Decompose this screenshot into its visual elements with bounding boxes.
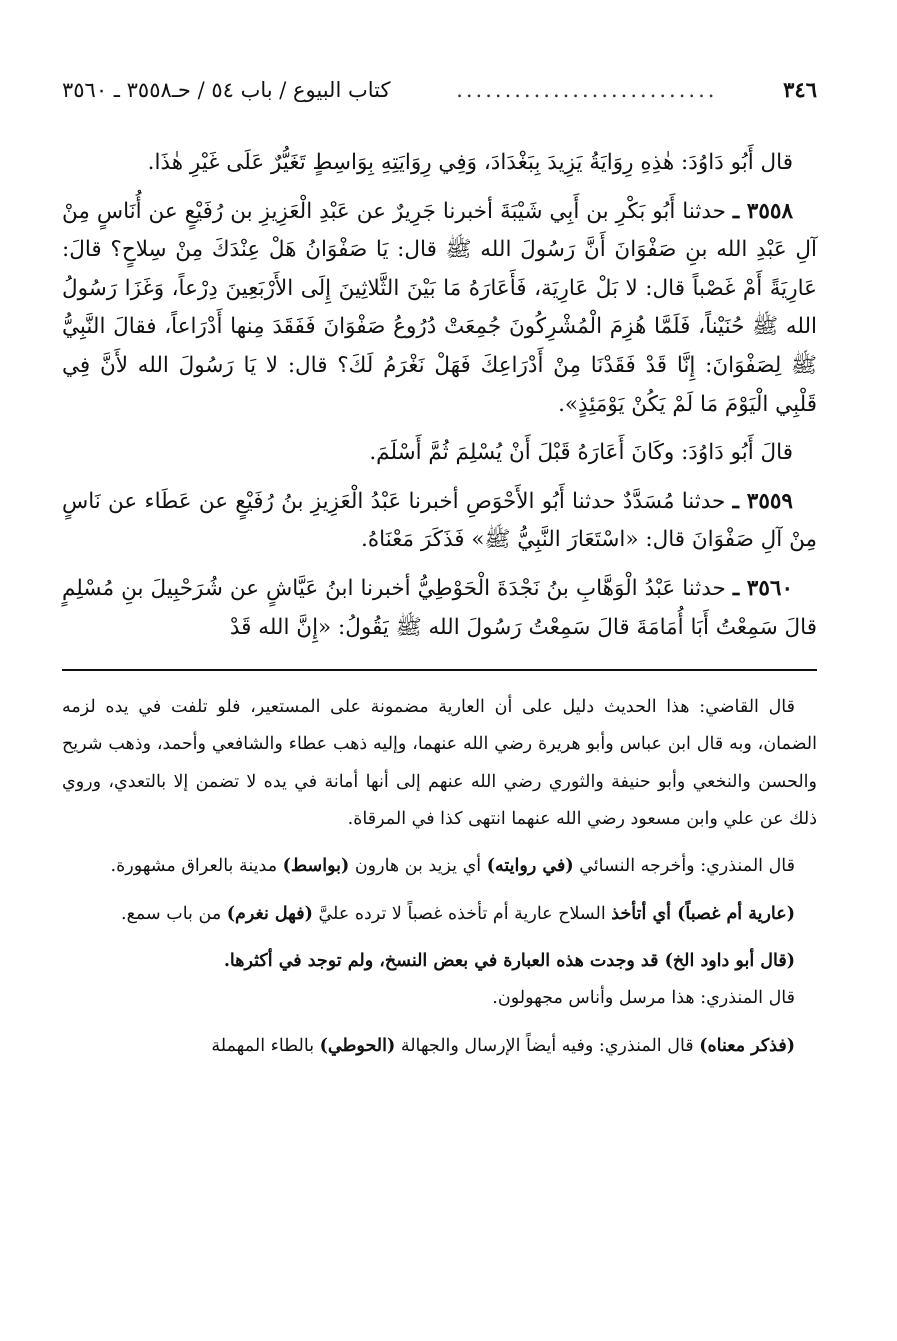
hadith-number: ٣٥٥٩ ـ xyxy=(732,488,793,514)
hadith-text: حدثنا عَبْدُ الْوَهَّابِ بنُ نَجْدَةَ الْحَوْطِيُّ أخبرنا ابنُ عَيَّاشٍ عن شُرَحْبِيلَ بنِ مُسْلِمٍ قالَ سَمِعْتُ أَبَا أُمَامَةَ قالَ سَمِعْتُ رَسُولَ الله ﷺ يَقُولُ: «إِنَّ الله قَدْ xyxy=(62,575,817,640)
hadith-number: ٣٥٥٨ ـ xyxy=(732,198,793,224)
footnote-divider xyxy=(62,669,817,671)
note-mundhiri-1 xyxy=(62,848,817,885)
hadith-text: حدثنا مُسَدَّدٌ حدثنا أَبُو الأَحْوَصِ أخبرنا عَبْدُ الْعَزِيزِ بنُ رُفَيْعٍ عن عَطَاء عن نَاسٍ مِنْ آلِ صَفْوَانَ قال: «اسْتَعَارَ النَّبِيُّ ﷺ» فَذَكَرَ مَعْنَاهُ. xyxy=(62,488,817,553)
abu-dawud-remark-2: قالَ أَبُو دَاوُدَ: وكَانَ أَعَارَهُ قَبْلَ أَنْ يُسْلِمَ ثُمَّ أَسْلَمَ. xyxy=(369,440,793,466)
note-keyword: (عارية أم غصباً) xyxy=(677,903,795,924)
note-text: أي يزيد بن هارون xyxy=(349,856,487,877)
note-text: السلاح عارية أم تأخذه غصباً لا ترده عليَّ xyxy=(312,903,612,924)
note-keyword: (فهل نغرم) xyxy=(226,903,313,924)
main-text xyxy=(62,144,817,647)
note-keyword: (الحوطي) xyxy=(319,1035,396,1056)
note-abu-dawud xyxy=(62,943,817,980)
note-keyword: (قال أبو داود الخ) xyxy=(664,950,795,971)
abu-dawud-remark-1: قال أَبُو دَاوُدَ: هٰذِهِ رِوَايَةُ يَزِيدَ بِبَغْدَادَ، وَفِي رِوَايَتِهِ بِوَاسِطٍ تَغَيُّرٌ عَلَى غَيْرِ هٰذَا. xyxy=(147,150,793,175)
hadith-3559 xyxy=(62,483,817,560)
note-mundhiri-2: قال المنذري: هذا مرسل وأناس مجهولون. xyxy=(492,988,795,1009)
hadith-text: حدثنا أَبُو بَكْرِ بن أَبِي شَيْبَةَ أخبرنا جَرِيرٌ عن عَبْدِ الْعَزِيزِ بن رُفَيْعٍ عن أُنَاسٍ مِنْ آلِ عَبْدِ الله بنِ صَفْوَانَ أَنَّ رَسُولَ الله ﷺ قال: يَا صَفْوَانُ هَلْ عِنْدَكَ مِنْ سِلاحٍ؟ قالَ: عَارِيَةً أَمْ غَصْباً قال: لا بَلْ عَارِيَة، فَأَعَارَهُ مَا بَيْنَ الثَّلاثِينَ إِلَى الأَرْبَعِينَ دِرْعاً، وَغَزَا رَسُولُ الله ﷺ حُنَيْناً، فَلَمَّا هُزِمَ الْمُشْرِكُونَ جُمِعَتْ دُرُوعُ صَفْوَانَ فَفَقَدَ مِنها أَدْرَاعاً، فقالَ النَّبِيُّ ﷺ لِصَفْوَانَ: إِنَّا قَدْ فَقَدْنَا مِنْ أَدْرَاعِكَ فَهَلْ نَغْرَمُ لَكَ؟ قال: لا يَا رَسُولَ الله لأَنَّ فِي قَلْبِي الْيَوْمَ مَا لَمْ يَكُنْ يَوْمَئِذٍ». xyxy=(62,198,817,417)
note-dhakara xyxy=(62,1028,817,1065)
note-qadi: قال القاضي: هذا الحديث دليل على أن العارية مضمونة على المستعير، فلو تلفت في يده لزمه الضمان، وبه قال ابن عباس وأبو هريرة رضي الله عنهما، وإليه ذهب عطاء والشافعي وأحمد، وذهب شريح والحسن والنخعي وأبو حنيفة والثوري رضي الله عنهم إلى أنها أمانة في يده لا تضمن إلا بالتعدي، وروي ذلك عن علي وابن مسعود رضي الله عنهما انتهى كذا في المرقاة. xyxy=(62,697,817,830)
note-text: بالطاء المهملة xyxy=(211,1035,320,1056)
note-keyword: (في روايته) xyxy=(486,856,574,877)
page-number: ٣٤٦ xyxy=(783,77,817,102)
hadith-number: ٣٥٦٠ ـ xyxy=(732,575,793,601)
note-keyword: (فذكر معناه) xyxy=(699,1035,795,1056)
note-ariya xyxy=(62,896,817,933)
note-text: من باب سمع. xyxy=(121,903,227,924)
header-leader-dots: ........................... xyxy=(456,78,718,102)
note-text: قال المنذري: وأخرجه النسائي xyxy=(573,856,795,877)
note-keyword: أي أتأخذ xyxy=(611,903,678,924)
note-text: قال المنذري: وفيه أيضاً الإرسال والجهالة xyxy=(395,1035,700,1056)
note-keyword: (بواسط) xyxy=(282,856,350,877)
note-text: مدينة بالعراق مشهورة. xyxy=(110,856,283,877)
commentary-notes xyxy=(62,689,817,1065)
book-page xyxy=(62,70,817,1065)
hadith-3558 xyxy=(62,193,817,425)
hadith-3560 xyxy=(62,570,817,647)
running-title: كتاب البيوع / باب ٥٤ / حـ٣٥٥٨ ـ ٣٥٦٠ xyxy=(62,78,391,102)
note-text: قد وجدت هذه العبارة في بعض النسخ، ولم توجد في أكثرها. xyxy=(223,950,665,971)
page-header xyxy=(62,70,817,114)
